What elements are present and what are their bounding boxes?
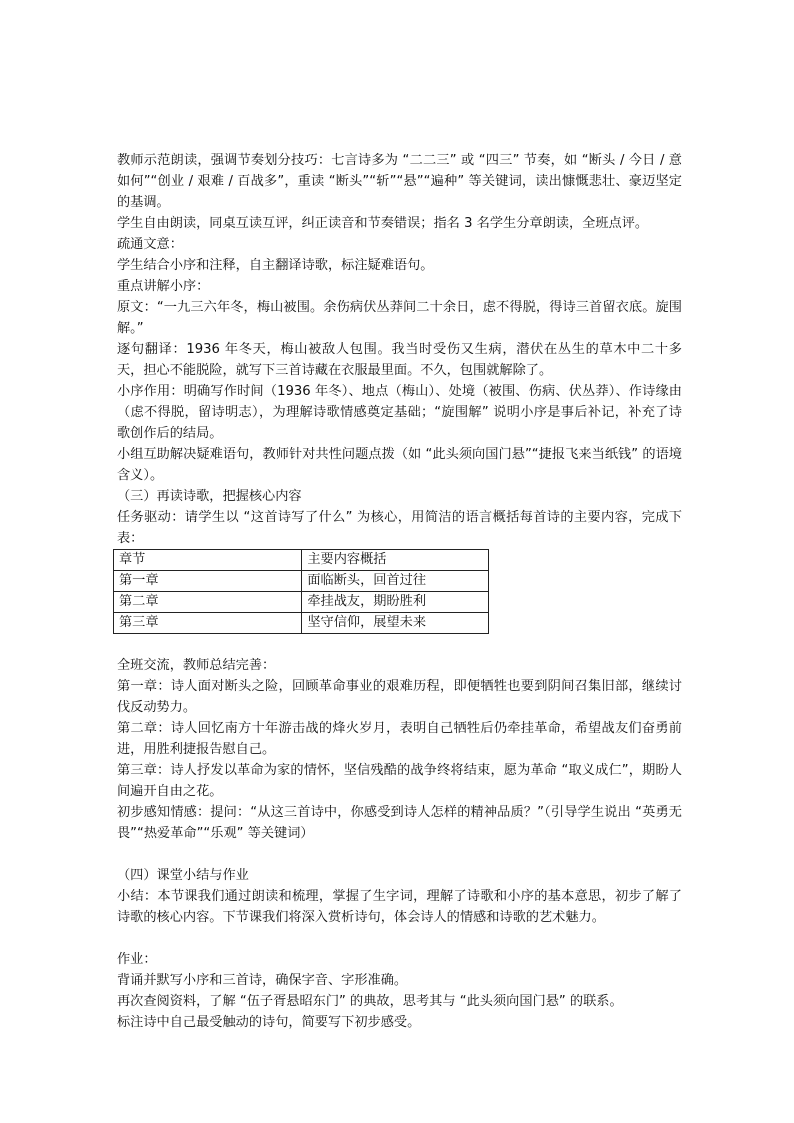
homework-item: 标注诗中自己最受触动的诗句，简要写下初步感受。 [117,1015,421,1030]
paragraph-summary: 小结：本节课我们通过朗读和梳理，掌握了生字词，理解了诗歌和小序的基本意思，初步了解了诗歌的核心内容。下节课我们将深入赏析诗句，体会诗人的情感和诗歌的艺术魅力。 [117,889,682,925]
table-cell: 面临断头，回首过往 [302,571,489,592]
table-header-cell: 章节 [114,550,302,571]
paragraph-group-help: 小组互助解决疑难语句，教师针对共性问题点拨（如 “此头须向国门悬”“捷报飞来当纸钱” 的语境含义）。 [117,447,682,483]
homework-item: 再次查阅资料，了解 “伍子胥悬昭东门” 的典故，思考其与 “此头须向国门悬” 的联系。 [117,994,623,1009]
section-three-heading: （三）再读诗歌，把握核心内容 [117,489,302,504]
spacer [117,844,682,865]
table-cell: 第三章 [114,613,302,634]
paragraph-task: 任务驱动：请学生以 “这首诗写了什么” 为核心，用简洁的语言概括每首诗的主要内容，完成下表： [117,510,682,546]
table-cell: 第二章 [114,592,302,613]
paragraph-reading-demo: 教师示范朗读，强调节奏划分技巧：七言诗多为 “二二三” 或 “四三” 节奏，如 “断头 / 今日 / 意如何”“创业 / 艰难 / 百战多”，重读 “断头”“斩”“悬”“遍种” 等关键词，读出慷慨悲壮、豪迈坚定的基调。 [117,153,682,210]
paragraph-chapter-two: 第二章：诗人回忆南方十年游击战的烽火岁月，表明自己牺牲后仍牵挂革命，希望战友们奋勇前进，用胜利捷报告慰自己。 [117,721,682,757]
paragraph-class-exchange: 全班交流，教师总结完善： [117,658,276,673]
paragraph-preface-translation: 逐句翻译：1936 年冬天，梅山被敌人包围。我当时受伤又生病，潜伏在丛生的草木中二十多天，担心不能脱险，就写下三首诗藏在衣服最里面。不久，包围就解除了。 [117,342,682,378]
section-four-heading: （四）课堂小结与作业 [117,868,249,883]
paragraph-preface-function: 小序作用：明确写作时间（1936 年冬）、地点（梅山）、处境（被围、伤病、伏丛莽）、作诗缘由（虑不得脱，留诗明志），为理解诗歌情感奠定基础；“旋围解” 说明小序是事后补记，补充了诗歌创作后的结局。 [117,384,682,441]
table-row [114,592,489,613]
paragraph-free-reading: 学生自由朗读，同桌互读互评，纠正读音和节奏错误；指名 3 名学生分章朗读，全班点评。 [117,216,649,231]
homework-item: 背诵并默写小序和三首诗，确保字音、字形准确。 [117,973,408,988]
paragraph-emotion-question: 初步感知情感：提问：“从这三首诗中，你感受到诗人怎样的精神品质？”（引导学生说出 “英勇无畏”“热爱革命”“乐观” 等关键词） [117,805,682,841]
table-header-row [114,550,489,571]
spacer [117,928,682,949]
table-cell: 坚守信仰，展望未来 [302,613,489,634]
paragraph-chapter-three: 第三章：诗人抒发以革命为家的情怀，坚信残酷的战争终将结束，愿为革命 “取义成仁”，期盼人间遍开自由之花。 [117,763,682,799]
table-header-cell: 主要内容概括 [302,550,489,571]
homework-label: 作业： [117,952,157,967]
table-cell: 牵挂战友，期盼胜利 [302,592,489,613]
table-row [114,571,489,592]
table-cell: 第一章 [114,571,302,592]
document-body [117,150,682,1033]
paragraph-chapter-one: 第一章：诗人面对断头之险，回顾革命事业的艰难历程，即便牺牲也要到阴间召集旧部，继续讨伐反动势力。 [117,679,682,715]
paragraph-preface-original: 原文：“一九三六年冬，梅山被围。余伤病伏丛莽间二十余日，虑不得脱，得诗三首留衣底。旋围解。” [117,300,682,336]
table-row [114,613,489,634]
spacer [117,634,682,655]
content-summary-table [113,549,489,634]
paragraph-self-translate: 学生结合小序和注释，自主翻译诗歌，标注疑难语句。 [117,258,434,273]
paragraph-heading-meaning: 疏通文意： [117,237,183,252]
paragraph-heading-preface: 重点讲解小序： [117,279,210,294]
